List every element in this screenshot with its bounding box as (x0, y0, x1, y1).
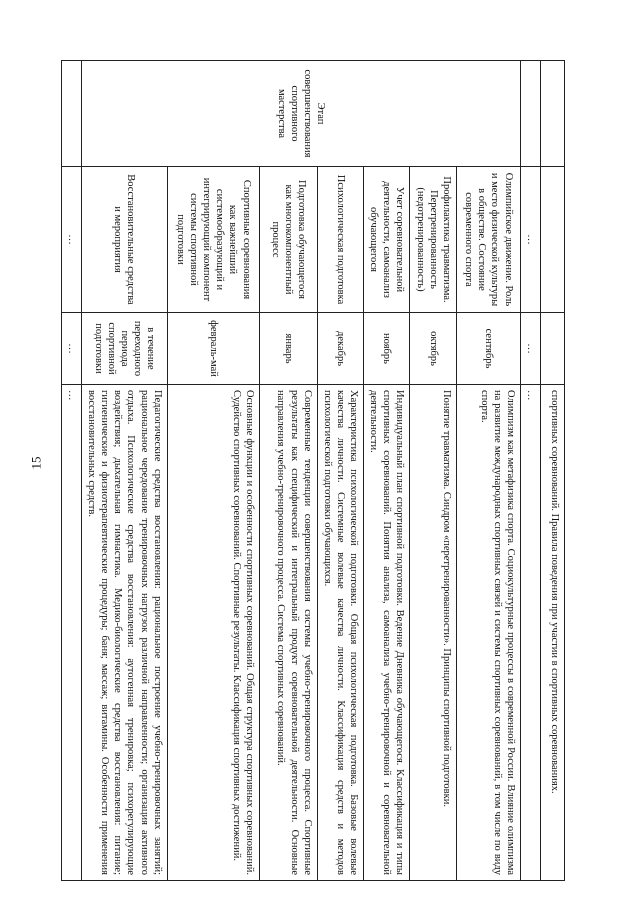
period-cell: в течение переходного периода спортивной подготовки (82, 313, 168, 385)
table-row (520, 61, 540, 881)
table-row (259, 61, 317, 881)
table-row (456, 61, 520, 881)
content-cell: Понятие травматизма. Синдром «перетренированности». Принципы спортивной подготовки. (410, 385, 456, 881)
period-cell (541, 313, 565, 385)
topic-cell: … (61, 167, 81, 313)
content-cell: … (520, 385, 540, 881)
content-cell: Индивидуальный план спортивной подготовки. Ведение Дневника обучающегося. Классификация и типы спортивных соревнований. Понятия анализа, самоанализа учебно-тренировочной и соревновательной деятельности. (364, 385, 410, 881)
stage-cell: Этап совершенствования спортивного мастерства (82, 61, 521, 167)
content-cell: Педагогические средства восстановления: рациональное построение учебно-тренировочных занятий; рациональное чередование тренировочных нагрузок различной направленности; организация активного отдыха. Психологические средства восстановления: аутогенная тренировка; психорегулирующие воздействия; дыхательная гимнастика. Медико-биологические средства восстановления: питание; гигиенические и физиотерапевтические процедуры; баня; массаж; витамины. Особенности применения восстановительных средств. (82, 385, 168, 881)
topic-cell: Учет соревновательной деятельности, самоанализ обучающегося (364, 167, 410, 313)
period-cell: декабрь (317, 313, 363, 385)
period-cell: … (520, 313, 540, 385)
period-cell: январь (259, 313, 317, 385)
table-row (167, 61, 259, 881)
stage-cell-empty (541, 61, 565, 167)
rotated-table-wrapper (66, 60, 565, 880)
table-row (61, 61, 81, 881)
page-number: 15 (28, 456, 44, 470)
stage-cell-empty (520, 61, 540, 167)
content-cell: спортивных соревнований. Правила поведения при участии в спортивных соревнованиях. (541, 385, 565, 881)
topic-cell: … (520, 167, 540, 313)
content-cell: Современные тенденции совершенствования системы учебно-тренировочного процесса. Спортивные результаты как специфический и интегральный продукт соревновательной деятельности. Основные направления учебно-тренировочного процесса. Система спортивных соревнований. (259, 385, 317, 881)
table-row (317, 61, 363, 881)
table-row (82, 61, 168, 881)
period-cell: … (61, 313, 81, 385)
table-row (364, 61, 410, 881)
content-cell: Олимпизм как метафизика спорта. Социокультурные процессы в современной России. Влияние олимпизма на развитие международных спортивных связей и системы спортивных соревнований, в том числе по виду спорта. (456, 385, 520, 881)
curriculum-table (61, 60, 565, 881)
period-cell: ноябрь (364, 313, 410, 385)
period-cell: сентябрь (456, 313, 520, 385)
content-cell: … (61, 385, 81, 881)
topic-cell: Подготовка обучающегося как многокомпонентный процесс (259, 167, 317, 313)
period-cell: октябрь (410, 313, 456, 385)
period-cell: февраль-май (167, 313, 259, 385)
table-row (541, 61, 565, 881)
topic-cell: Восстановительные средства и мероприятия (82, 167, 168, 313)
topic-cell: Психологическая подготовка (317, 167, 363, 313)
content-cell: Характеристика психологической подготовки. Общая психологическая подготовка. Базовые волевые качества личности. Системные волевые качества личности. Классификация средств и методов психологической подготовки обучающихся. (317, 385, 363, 881)
stage-cell-empty (61, 61, 81, 167)
topic-cell (541, 167, 565, 313)
topic-cell: Спортивные соревнования как важнейший системообразующий и интегрирующий компонент системы спортивной подготовки (167, 167, 259, 313)
topic-cell: Профилактика травматизма. Перетренированность (недотренированность) (410, 167, 456, 313)
content-cell: Основные функции и особенности спортивных соревнований. Общая структура спортивных соревнований. Судейство спортивных соревнований. Спортивные результаты. Классификация спортивных достижений. (167, 385, 259, 881)
table-row (410, 61, 456, 881)
topic-cell: Олимпийское движение. Роль и место физической культуры в обществе. Состояние современного спорта (456, 167, 520, 313)
